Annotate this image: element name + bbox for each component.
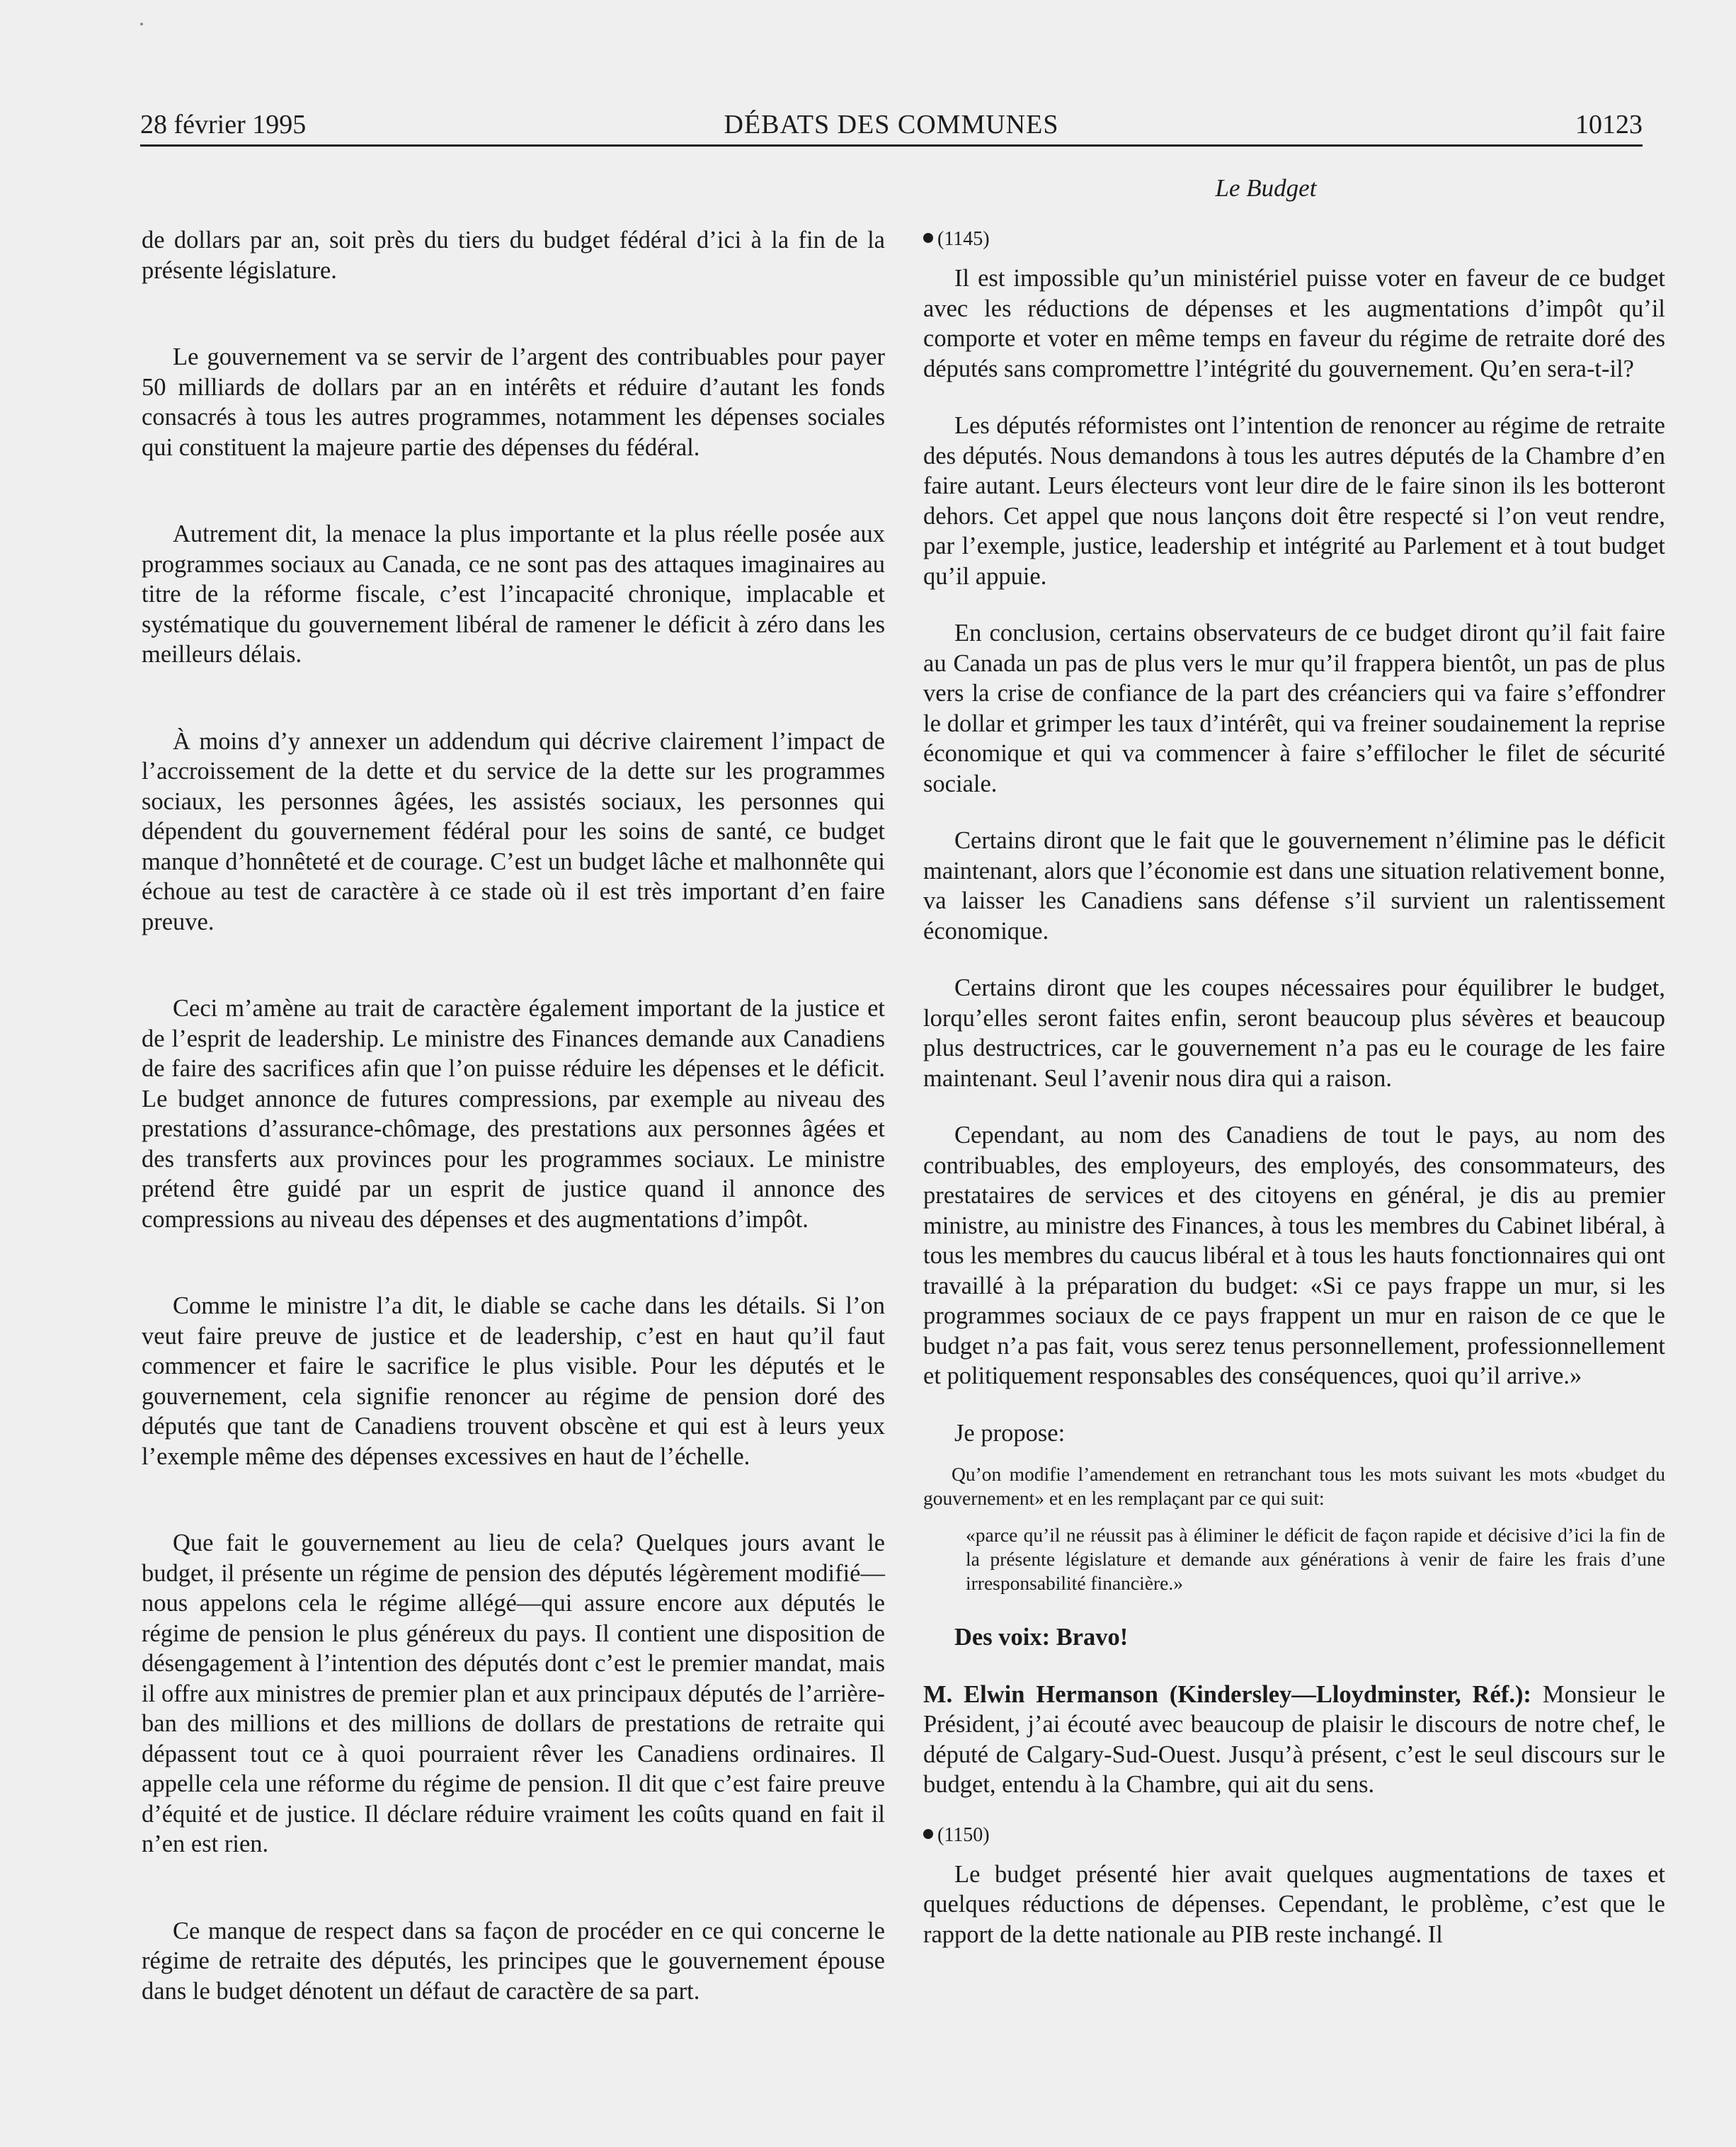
header-page-number: 10123 <box>1575 110 1643 139</box>
scan-speck <box>140 23 143 25</box>
speaker-text: Monsieur le Président, j’ai écouté avec beaucoup de plaisir le discours de notre chef, le député de Calgary-Sud-Ouest. Jusqu’à présent, c’est le seul discours sur le budget, entendu à la Chambre, qui ait du sens. <box>923 1680 1665 1798</box>
header-date: 28 février 1995 <box>140 110 307 139</box>
left-paragraph-4: À moins d’y annexer un addendum qui décrive clairement l’impact de l’accroissement de la dette et du service de la dette sur les programmes sociaux, les personnes âgées, les assistés sociaux, les personnes qui dépendent du gouvernement fédéral pour les soins de santé, ce budget manque d’honnêteté et de courage. C’est un budget lâche et malhonnête qui échoue au test de caractère à ce stade où il est très important d’en faire preuve. <box>142 727 885 935</box>
right-paragraph-5: Certains diront que les coupes nécessaires pour équilibrer le budget, lorqu’elles seront faites enfin, seront beaucoup plus sévères et beaucoup plus destructrices, car le gouvernement n’a pas eu le courage de les faire maintenant. Seul l’avenir nous dira qui a raison. <box>923 974 1665 1092</box>
left-paragraph-1: de dollars par an, soit près du tiers du budget fédéral d’ici à la fin de la présente législature. <box>142 227 885 284</box>
right-column <box>923 225 1665 1949</box>
header-title: DÉBATS DES COMMUNES <box>724 110 1059 139</box>
speaker-paragraph <box>923 1680 1665 1800</box>
timestamp-text: (1150) <box>937 1823 990 1846</box>
bullet-icon <box>923 1829 933 1839</box>
timestamp-1145 <box>923 225 1665 254</box>
right-paragraph-3: En conclusion, certains observateurs de ce budget diront qu’il fait faire au Canada un pas de plus vers le mur qu’il frappera bientôt, un pas de plus vers la crise de confiance de la part des créanciers qui va faire s’effondrer le dollar et grimper les taux d’intérêt, qui va freiner soudainement la reprise économique et qui va commencer à faire s’effilocher le filet de sécurité sociale. <box>923 620 1665 797</box>
speaker-name: M. Elwin Hermanson (Kindersley—Lloydminster, Réf.): <box>923 1680 1531 1708</box>
left-paragraph-2: Le gouvernement va se servir de l’argent des contribuables pour payer 50 milliards de dollars par an en intérêts et réduire d’autant les fonds consacrés à tous les autres programmes, notamment les dépenses sociales qui constituent la majeure partie des dépenses du fédéral. <box>142 343 885 461</box>
left-paragraph-8: Ce manque de respect dans sa façon de procéder en ce qui concerne le régime de retraite des députés, les principes que le gouvernement épouse dans le budget dénotent un défaut de caractère de sa part. <box>142 1917 885 2005</box>
timestamp-text: (1145) <box>937 228 990 250</box>
left-column <box>142 225 885 2006</box>
right-paragraph-4: Certains diront que le fait que le gouvernement n’élimine pas le déficit maintenant, alors que l’économie est dans une situation relativement bonne, va laisser les Canadiens sans défense s’il survient un ralentissement économique. <box>923 827 1665 945</box>
left-paragraph-3: Autrement dit, la menace la plus importante et la plus réelle posée aux programmes sociaux au Canada, ce ne sont pas des attaques imaginaires au titre de la réforme fiscale, c’est l’incapacité chronique, implacable et systématique du gouvernement libéral de ramener le déficit à zéro dans les meilleurs délais. <box>142 520 885 668</box>
motion-text: Qu’on modifie l’amendement en retranchant tous les mots suivant les mots «budget du gouvernement» et en les remplaçant par ce qui suit: <box>923 1463 1665 1509</box>
left-paragraph-5: Ceci m’amène au trait de caractère également important de la justice et de l’esprit de leadership. Le ministre des Finances demande aux Canadiens de faire des sacrifices afin que l’on puisse réduire les dépenses et le déficit. Le budget annonce de futures compressions, par exemple au niveau des prestations d’assurance-chômage, des prestations aux personnes âgées et des transferts aux provinces pour les programmes sociaux. Le ministre prétend être guidé par un esprit de justice quand il annonce des compressions au niveau des dépenses et des augmentations d’impôt. <box>142 995 885 1233</box>
right-paragraph-6: Cependant, au nom des Canadiens de tout le pays, au nom des contribuables, des employeurs, des employés, des consommateurs, des prestataires de services et des citoyens en général, je dis au premier ministre, au ministre des Finances, à tous les membres du Cabinet libéral, à tous les membres du caucus libéral et à tous les hauts fonctionnaires qui ont travaillé à la préparation du budget: «Si ce pays frappe un mur, si les programmes sociaux de ce pays frappent un mur en raison de ce que le budget n’a pas fait, vous serez tenus personnellement, professionnellement et politiquement responsables des conséquences, quoi qu’il arrive.» <box>923 1122 1665 1389</box>
motion-quote: «parce qu’il ne réussit pas à éliminer le déficit de façon rapide et décisive d’ici la fin de la présente législature et demande aux générations à venir de faire les frais d’une irresponsabilité financière.» <box>966 1524 1665 1594</box>
bullet-icon <box>923 233 933 243</box>
page-header <box>140 105 1643 144</box>
right-paragraph-7: Le budget présenté hier avait quelques augmentations de taxes et quelques réductions de dépenses. Cependant, le problème, c’est que le rapport de la dette nationale au PIB reste inchangé. Il <box>923 1860 1665 1948</box>
header-rule <box>140 144 1643 147</box>
propose-line: Je propose: <box>954 1419 1066 1447</box>
section-title: Le Budget <box>1215 174 1317 202</box>
right-paragraph-2: Les députés réformistes ont l’intention de renoncer au régime de retraite des députés. Nous demandons à tous les autres députés de la Chambre d’en faire autant. Leurs électeurs vont leur dire de le faire sinon ils les botteront dehors. Cet appel que nous lançons doit être respecté si l’on veut rendre, par l’exemple, justice, leadership et intégrité au Parlement et à tout budget qu’il appuie. <box>923 412 1665 590</box>
left-paragraph-7: Que fait le gouvernement au lieu de cela? Quelques jours avant le budget, il présente un régime de pension des députés légèrement modifié—nous appelons cela le régime allégé—qui assure encore aux députés le régime de pension le plus généreux du pays. Il contient une disposition de désengagement à l’intention des députés dont c’est le premier mandat, mais il offre aux ministres de premier plan et aux principaux députés de l’arrière-ban des millions et des millions de dollars de prestations de retraite qui dépassent tout ce à quoi pourraient rêver les Canadiens ordinaires. Il appelle cela une réforme du régime de pension. Il dit que c’est faire preuve d’équité et de justice. Il déclare réduire vraiment les coûts quand en fait il n’en est rien. <box>142 1530 885 1857</box>
right-paragraph-1: Il est impossible qu’un ministériel puisse voter en faveur de ce budget avec les réductions de dépenses et les augmentations d’impôt qu’il comporte et voter en même temps en faveur du régime de retraite doré des députés sans compromettre l’intégrité du gouvernement. Qu’en sera-t-il? <box>923 265 1665 382</box>
left-paragraph-6: Comme le ministre l’a dit, le diable se cache dans les détails. Si l’on veut faire preuve de justice et de leadership, c’est en haut qu’il faut commencer et faire le sacrifice le plus visible. Pour les députés et le gouvernement, cela signifie renoncer au régime de pension doré des députés que tant de Canadiens trouvent obscène et qui est à leurs yeux l’exemple même des dépenses excessives en haut de l’échelle. <box>142 1292 885 1470</box>
voices-line: Des voix: Bravo! <box>954 1624 1129 1651</box>
timestamp-1150 <box>923 1821 1665 1850</box>
